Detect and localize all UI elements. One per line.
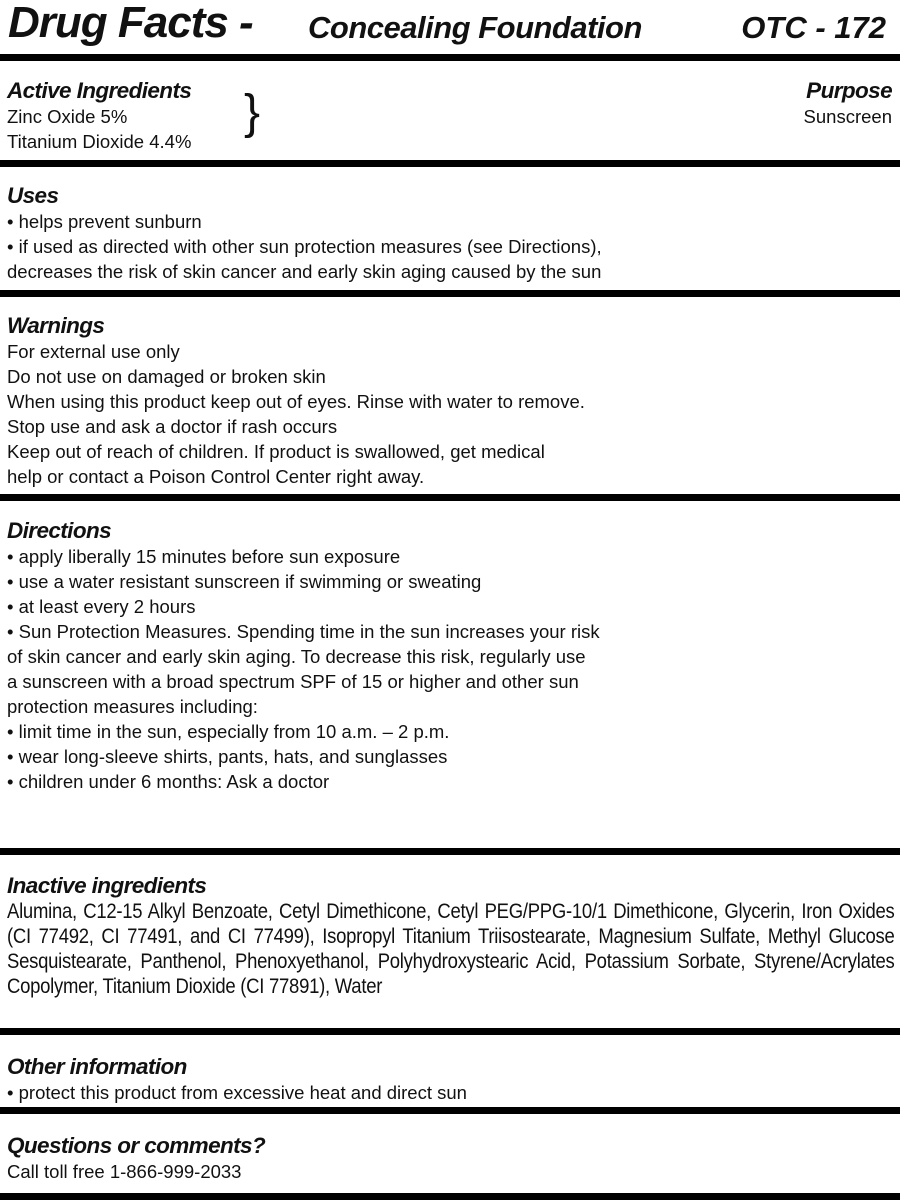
divider-bar — [0, 1193, 900, 1200]
warnings-line: Keep out of reach of children. If product is swallowed, get medical — [7, 441, 545, 462]
questions-section — [7, 1133, 892, 1184]
divider-bar — [0, 848, 900, 855]
questions-heading: Questions or comments? — [7, 1133, 266, 1158]
warnings-heading: Warnings — [7, 313, 105, 338]
uses-line: • helps prevent sunburn — [7, 211, 202, 232]
warnings-line: When using this product keep out of eyes. Rinse with water to remove. — [7, 391, 585, 412]
divider-bar — [0, 1028, 900, 1035]
drug-facts-header — [0, 0, 900, 52]
active-ingredient-item: Titanium Dioxide 4.4% — [7, 131, 192, 152]
active-ingredients-heading: Active Ingredients — [7, 78, 192, 103]
warnings-line: help or contact a Poison Control Center right away. — [7, 466, 425, 487]
warnings-line: Do not use on damaged or broken skin — [7, 366, 326, 387]
uses-heading: Uses — [7, 183, 59, 208]
directions-line: • Sun Protection Measures. Spending time in the sun increases your risk — [7, 621, 600, 642]
warnings-line: For external use only — [7, 341, 180, 362]
uses-section — [7, 183, 892, 284]
directions-line: protection measures including: — [7, 696, 258, 717]
product-name: Concealing Foundation — [308, 10, 642, 45]
active-ingredients-section — [7, 78, 892, 154]
directions-heading: Directions — [7, 518, 112, 543]
divider-bar — [0, 160, 900, 167]
directions-line: a sunscreen with a broad spectrum SPF of 15 or higher and other sun — [7, 671, 579, 692]
product-code: OTC - 172 — [741, 10, 886, 45]
divider-bar — [0, 494, 900, 501]
drug-facts-title: Drug Facts - — [8, 0, 253, 47]
directions-line: • apply liberally 15 minutes before sun exposure — [7, 546, 401, 567]
divider-bar — [0, 290, 900, 297]
uses-line: decreases the risk of skin cancer and early skin aging caused by the sun — [7, 261, 602, 282]
inactive-ingredients-section — [7, 873, 895, 999]
divider-bar — [0, 54, 900, 61]
other-information-line: • protect this product from excessive heat and direct sun — [7, 1082, 467, 1103]
inactive-ingredients-heading: Inactive ingredients — [7, 873, 207, 898]
active-ingredient-item: Zinc Oxide 5% — [7, 106, 128, 127]
purpose-value: Sunscreen — [803, 106, 892, 127]
other-information-section — [7, 1054, 892, 1105]
warnings-line: Stop use and ask a doctor if rash occurs — [7, 416, 338, 437]
directions-line: • children under 6 months: Ask a doctor — [7, 771, 330, 792]
other-information-heading: Other information — [7, 1054, 187, 1079]
inactive-ingredients-text: Alumina, C12-15 Alkyl Benzoate, Cetyl Dimethicone, Cetyl PEG/PPG-10/1 Dimethicone, Glycerin, Iron Oxides (CI 77492, CI 77491, and CI 77499), Isopropyl Titanium Triisostearate, Magnesium Sulfate, Methyl Glucose Sesquistearate, Panthenol, Phenoxyethanol, Polyhydroxystearic Acid, Potassium Sorbate, Styrene/Acrylates Copolymer, Titanium Dioxide (CI 77891), Water — [7, 899, 895, 998]
directions-line: • limit time in the sun, especially from 10 a.m. – 2 p.m. — [7, 721, 450, 742]
purpose-block — [804, 78, 892, 129]
directions-line: • wear long-sleeve shirts, pants, hats, and sunglasses — [7, 746, 448, 767]
directions-line: • at least every 2 hours — [7, 596, 196, 617]
brace-symbol: } — [244, 86, 261, 139]
purpose-heading: Purpose — [806, 78, 892, 103]
directions-section — [7, 518, 892, 794]
warnings-section — [7, 313, 892, 489]
divider-bar — [0, 1107, 900, 1114]
questions-line: Call toll free 1-866-999-2033 — [7, 1161, 242, 1182]
uses-line: • if used as directed with other sun protection measures (see Directions), — [7, 236, 602, 257]
directions-line: of skin cancer and early skin aging. To decrease this risk, regularly use — [7, 646, 586, 667]
directions-line: • use a water resistant sunscreen if swimming or sweating — [7, 571, 482, 592]
